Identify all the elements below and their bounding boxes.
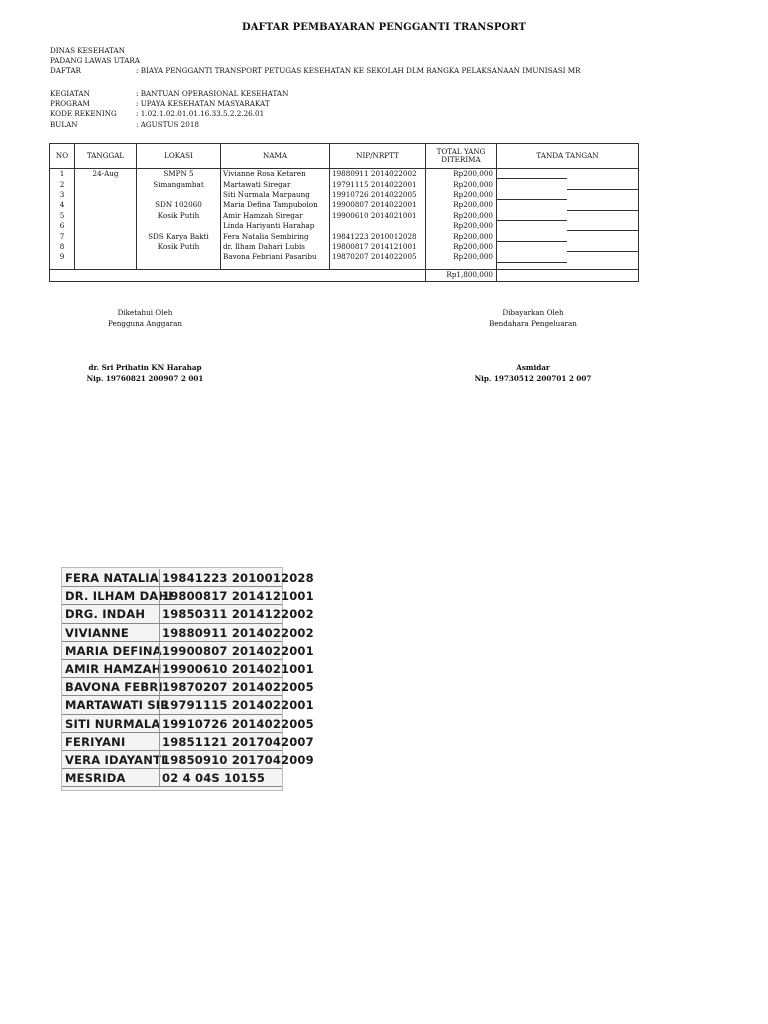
signature-left: [80, 307, 210, 329]
signature-right-line1: Dibayarkan Oleh: [502, 308, 564, 317]
scan-name: AMIR HAMZAH: [65, 662, 162, 676]
header-dinas: DINAS KESEHATAN: [50, 46, 126, 55]
row-total: Rp200,000: [426, 252, 497, 262]
row-total: Rp200,000: [426, 179, 497, 189]
scan-nip: 19900807 2014022001: [159, 642, 284, 660]
row-lokasi: Kosik Putih: [137, 211, 221, 221]
signature-left-line1: Diketahui Oleh: [117, 308, 173, 317]
col-header-lokasi: LOKASI: [137, 144, 221, 169]
table-row: [50, 200, 639, 210]
scan-list-row: [62, 751, 314, 769]
grand-total: Rp1,800,000: [426, 269, 497, 281]
scan-nip: 19791115 2014022001: [159, 696, 284, 714]
signature-right: [468, 307, 598, 329]
col-header-nama: NAMA: [221, 144, 330, 169]
row-no: 2: [50, 179, 75, 189]
header-region: PADANG LAWAS UTARA: [50, 56, 140, 66]
table-row: [50, 242, 639, 252]
row-nama: dr. Ilham Dahari Lubis: [221, 242, 330, 252]
kode-rekening-value: : 1.02.1.02.01.01.16.33.5.2.2.26.01: [136, 109, 265, 119]
program-value: : UPAYA KESEHATAN MASYARAKAT: [136, 99, 270, 109]
row-nip: 19800817 2014121001: [330, 242, 426, 252]
scan-list-row: [62, 733, 314, 751]
row-no: 6: [50, 221, 75, 231]
row-signature-cell[interactable]: [497, 179, 639, 189]
col-header-no: NO: [50, 144, 75, 169]
table-row: [50, 231, 639, 241]
row-nama: Martawati Siregar: [221, 179, 330, 189]
scan-nip: 19910726 2014022005: [159, 715, 284, 733]
total-label-cell: [50, 269, 426, 281]
row-tanggal: [75, 221, 137, 231]
col-header-tanda-tangan: TANDA TANGAN: [497, 144, 639, 169]
scan-name: SITI NURMALA: [65, 716, 161, 731]
row-no: 5: [50, 211, 75, 221]
signature-right-nip: Nip. 19730512 200701 2 007: [474, 374, 592, 383]
row-tanggal: [75, 252, 137, 262]
row-signature-cell[interactable]: [497, 190, 639, 200]
kegiatan-label: KEGIATAN: [50, 89, 90, 98]
table-row: [50, 169, 639, 180]
signature-line: [497, 262, 567, 263]
row-no: 9: [50, 252, 75, 262]
scanned-name-list: [61, 567, 314, 791]
row-total: Rp200,000: [426, 221, 497, 231]
row-nip: [330, 221, 426, 231]
scan-nip: 19850311 2014122002: [159, 605, 284, 623]
scan-list-row: [62, 587, 314, 605]
bulan-label: BULAN: [50, 119, 78, 129]
row-nama: Linda Hariyanti Harahap: [221, 221, 330, 231]
col-header-nip: NIP/NRPTT: [330, 144, 426, 169]
row-total: Rp200,000: [426, 190, 497, 200]
table-row: [50, 211, 639, 221]
row-nama: Siti Nurmala Marpaung: [221, 190, 330, 200]
row-nip: 19910726 2014022005: [330, 190, 426, 200]
row-lokasi: [137, 190, 221, 200]
scan-nip: 19900610 2014021001: [159, 660, 284, 678]
signature-right-name: Asmidar: [516, 363, 550, 372]
row-nip: 19841223 2010012028: [330, 231, 426, 241]
row-tanggal: [75, 190, 137, 200]
row-nama: Bavona Febriani Pasaribu: [221, 252, 330, 262]
row-no: 4: [50, 200, 75, 210]
daftar-value: : BIAYA PENGGANTI TRANSPORT PETUGAS KESEHATAN KE SEKOLAH DLM RANGKA PELAKSANAAN IMUNISASI MR: [136, 66, 581, 76]
row-total: Rp200,000: [426, 242, 497, 252]
row-nip: 19870207 2014022005: [330, 252, 426, 262]
row-nama: Maria Defina Tampubolon: [221, 200, 330, 210]
signature-right-line2: Bendahara Pengeluaran: [489, 319, 577, 328]
row-signature-cell[interactable]: [497, 242, 639, 252]
row-total: Rp200,000: [426, 200, 497, 210]
row-tanggal: [75, 179, 137, 189]
row-tanggal: [75, 200, 137, 210]
scan-name: DRG. INDAH: [65, 607, 146, 622]
row-total: Rp200,000: [426, 169, 497, 180]
total-empty-cell: [497, 269, 639, 281]
scan-list-row: [62, 605, 314, 623]
row-nip: 19900807 2014022001: [330, 200, 426, 210]
row-lokasi: Simangambat: [137, 179, 221, 189]
table-row: [50, 190, 639, 200]
row-nip: 19791115 2014022001: [330, 179, 426, 189]
document-title: DAFTAR PEMBAYARAN PENGGANTI TRANSPORT: [241, 22, 527, 33]
scan-name: VERA IDAYANTI: [65, 753, 166, 767]
kode-rekening-label: KODE REKENING: [50, 109, 117, 119]
payment-table: [49, 143, 639, 282]
row-nama: Amir Hamzah Siregar: [221, 211, 330, 221]
scan-nip: 02 4 04S 10155: [159, 769, 284, 787]
row-lokasi: SDS Karya Bakti: [137, 231, 221, 241]
row-nama: Fera Natalia Sembiring: [221, 231, 330, 241]
row-no: 7: [50, 231, 75, 241]
row-tanggal: [75, 231, 137, 241]
scan-list-row: [62, 696, 314, 714]
scan-nip: 19841223 2010012028: [159, 569, 284, 587]
table-total-row: [50, 269, 639, 281]
row-lokasi: SDN 102060: [137, 200, 221, 210]
col-header-total: [426, 144, 497, 169]
table-header-row: [50, 144, 639, 169]
scan-divider: [62, 786, 282, 787]
scan-name: MARTAWATI SIR: [65, 698, 170, 713]
col-header-tanggal: TANGGAL: [75, 144, 137, 169]
scan-name: DR. ILHAM DAHI: [65, 589, 173, 604]
scan-nip: 19800817 2014121001: [159, 587, 284, 605]
row-nip: 19880911 2014022002: [330, 169, 426, 180]
signature-left-name: dr. Sri Prihatin KN Harahap: [88, 363, 202, 372]
scan-name: VIVIANNE: [65, 625, 129, 640]
scan-name: FERIYANI: [65, 734, 126, 749]
table-row: [50, 221, 639, 231]
scan-list-row: [62, 569, 314, 587]
col-header-total-line2: DITERIMA: [441, 155, 481, 164]
signature-left-name-block: [60, 362, 230, 384]
row-lokasi: [137, 252, 221, 262]
scan-name: MESRIDA: [65, 771, 126, 786]
scan-list-row: [62, 769, 282, 787]
scan-nip: 19850910 2017042009: [159, 751, 284, 769]
row-signature-cell[interactable]: [497, 200, 639, 210]
meta-block: [50, 89, 288, 130]
scan-name: BAVONA FEBRI: [65, 680, 163, 695]
scan-list-row: [62, 715, 314, 733]
row-lokasi: Kosik Putih: [137, 242, 221, 252]
row-signature-cell[interactable]: [497, 231, 639, 241]
signature-left-nip: Nip. 19760821 200907 2 001: [86, 374, 204, 383]
table-row: [50, 179, 639, 189]
row-total: Rp200,000: [426, 211, 497, 221]
daftar-label: DAFTAR: [50, 66, 81, 76]
table-row: [50, 252, 639, 262]
scan-nip: 19870207 2014022005: [159, 678, 284, 696]
row-signature-cell[interactable]: [497, 221, 639, 231]
row-tanggal: [75, 242, 137, 252]
row-no: 3: [50, 190, 75, 200]
scan-name: MARIA DEFINA: [65, 643, 162, 658]
scan-name: FERA NATALIA: [65, 571, 159, 585]
row-signature-cell[interactable]: [497, 211, 639, 221]
row-lokasi: [137, 221, 221, 231]
row-lokasi: SMPN 5: [137, 169, 221, 180]
signature-right-name-block: [448, 362, 618, 384]
row-no: 1: [50, 169, 75, 180]
scan-list-row: [62, 642, 314, 660]
scan-list-row: [62, 678, 314, 696]
scan-nip: 19851121 2017042007: [159, 733, 284, 751]
row-signature-cell[interactable]: [497, 252, 639, 262]
row-signature-cell[interactable]: [497, 169, 639, 180]
program-label: PROGRAM: [50, 99, 90, 109]
row-nip: 19900610 2014021001: [330, 211, 426, 221]
signature-left-line2: Pengguna Anggaran: [107, 319, 183, 328]
kegiatan-value: : BANTUAN OPERASIONAL KESEHATAN: [136, 89, 289, 98]
scan-list-row: [62, 660, 314, 678]
row-nama: Vivianne Rosa Ketaren: [221, 169, 330, 180]
header-block: [50, 46, 581, 77]
scan-nip: 19880911 2014022002: [159, 624, 284, 642]
row-total: Rp200,000: [426, 231, 497, 241]
col-header-total-line1: TOTAL YANG: [436, 147, 486, 156]
row-tanggal: 24-Aug: [75, 169, 137, 180]
row-tanggal: [75, 211, 137, 221]
row-no: 8: [50, 242, 75, 252]
bulan-value: : AGUSTUS 2018: [136, 119, 199, 129]
scan-list-row: [62, 624, 314, 642]
